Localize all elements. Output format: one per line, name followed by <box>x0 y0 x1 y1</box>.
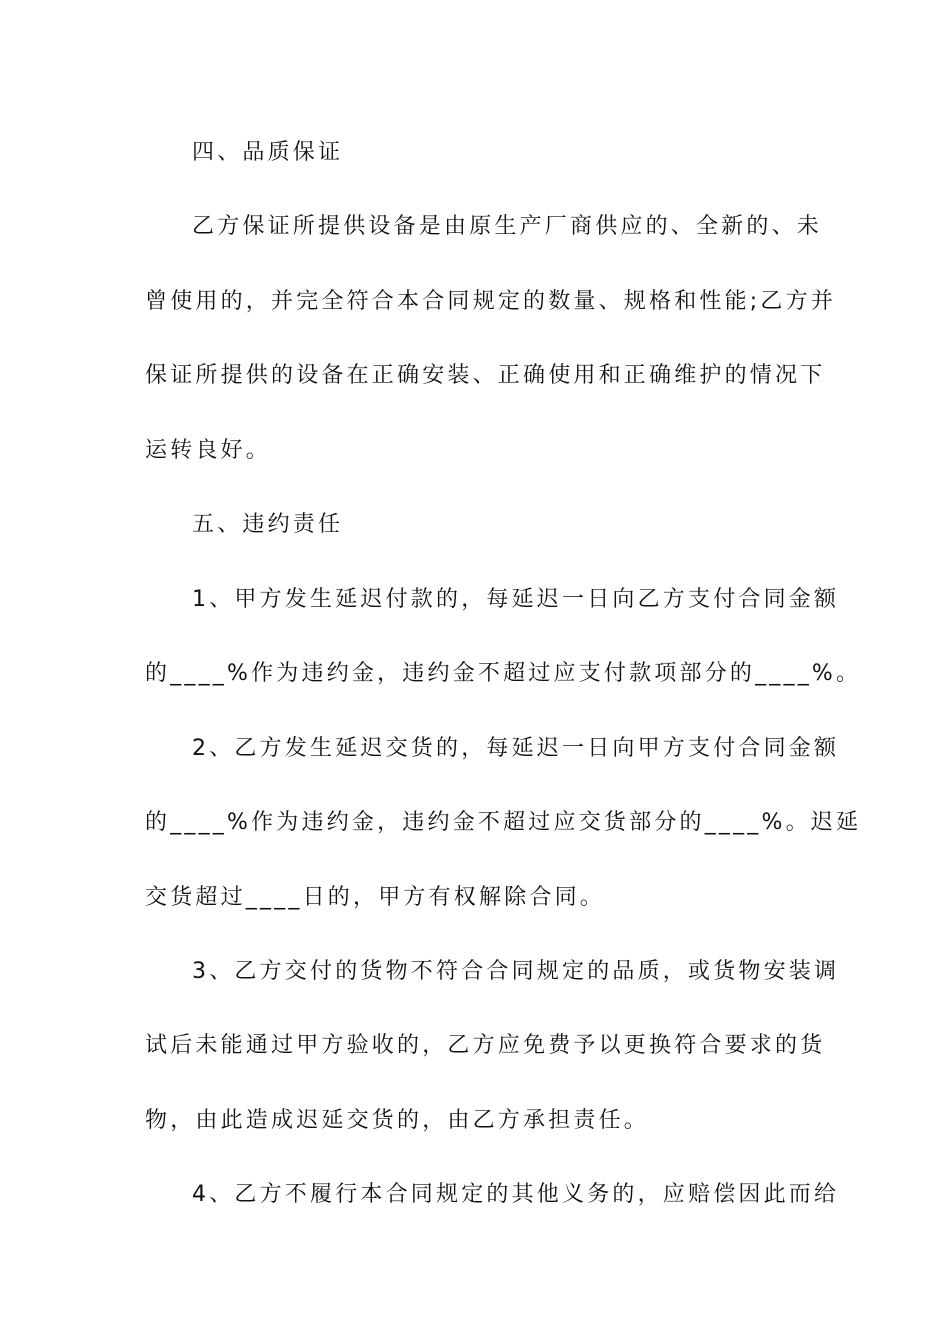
paragraph-line: 乙方保证所提供设备是由原生产厂商供应的、全新的、未 <box>192 214 823 239</box>
paragraph-line: 的____%作为违约金，违约金不超过应交货部分的____%。迟延 <box>145 810 862 835</box>
paragraph-line: 运转良好。 <box>145 438 272 463</box>
paragraph-line: 3、乙方交付的货物不符合合同规定的品质，或货物安装调 <box>192 959 840 984</box>
paragraph-line: 4、乙方不履行本合同规定的其他义务的，应赔偿因此而给 <box>192 1182 840 1207</box>
paragraph-line: 2、乙方发生延迟交货的，每延迟一日向甲方支付合同金额 <box>192 736 840 761</box>
paragraph-line: 物，由此造成迟延交货的，由乙方承担责任。 <box>145 1108 650 1133</box>
paragraph-line: 交货超过____日的，甲方有权解除合同。 <box>145 885 606 910</box>
paragraph-line: 保证所提供的设备在正确安装、正确使用和正确维护的情况下 <box>145 363 826 388</box>
paragraph-line: 试后未能通过甲方验收的，乙方应免费予以更换符合要求的货 <box>145 1033 826 1058</box>
section-heading-breach: 五、违约责任 <box>192 512 344 537</box>
paragraph-line: 的____%作为违约金，违约金不超过应支付款项部分的____%。 <box>145 661 862 686</box>
paragraph-line: 1、甲方发生延迟付款的，每延迟一日向乙方支付合同金额 <box>192 587 840 612</box>
section-heading-quality: 四、品质保证 <box>192 140 344 165</box>
paragraph-line: 曾使用的，并完全符合本合同规定的数量、规格和性能;乙方并 <box>145 289 837 314</box>
